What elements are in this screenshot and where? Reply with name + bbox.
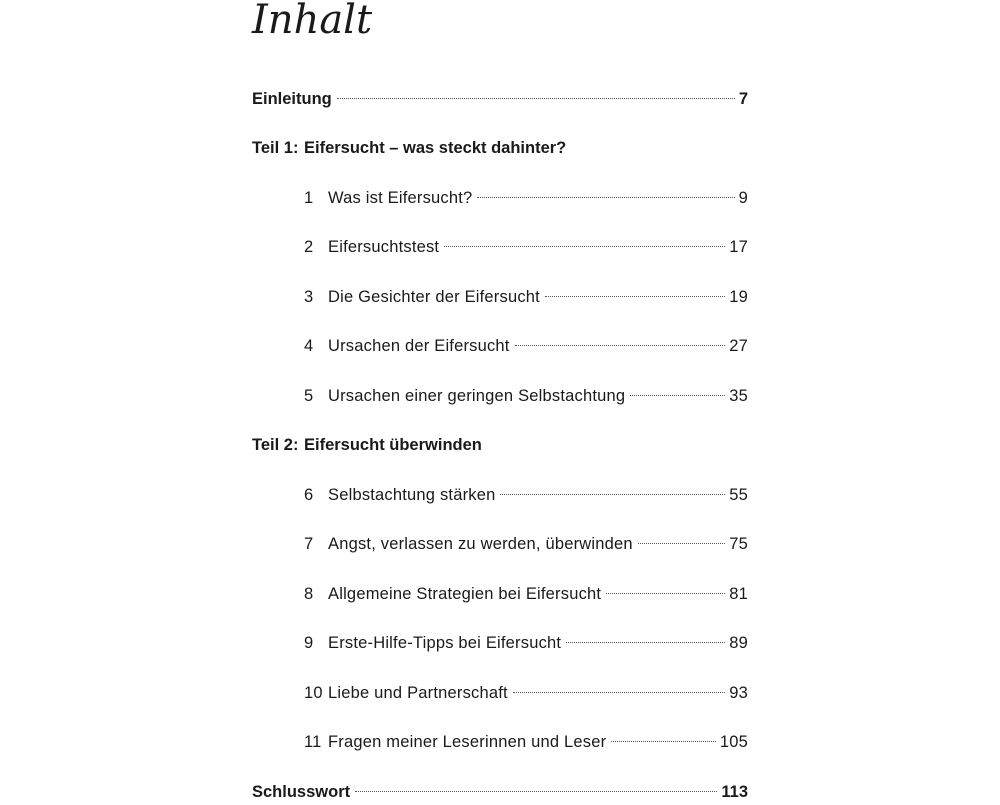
toc-chapter-title: Ursachen der Eifersucht (328, 337, 510, 355)
toc-part-number: Teil 1: (252, 139, 299, 157)
toc-chapter-number: 2 (304, 238, 314, 256)
toc-chapter-title: Allgemeine Strategien bei Eifersucht (328, 585, 602, 603)
dot-leader (545, 296, 725, 297)
toc-entry-label: Schlusswort (252, 783, 351, 801)
dot-leader (638, 543, 725, 544)
toc-chapter-8[interactable] (304, 581, 748, 607)
toc-entry-page: 17 (729, 238, 748, 256)
dot-leader (566, 642, 725, 643)
toc-chapter-title: Fragen meiner Leserinnen und Leser (328, 733, 607, 751)
toc-entry-page: 27 (729, 337, 748, 355)
dot-leader (513, 692, 725, 693)
toc-entry-einleitung[interactable] (252, 86, 748, 112)
toc-chapter-number: 9 (304, 634, 314, 652)
dot-leader (630, 395, 725, 396)
dot-leader (611, 741, 716, 742)
toc-entry-page: 89 (729, 634, 748, 652)
dot-leader (355, 791, 717, 792)
page-title: Inhalt (252, 0, 373, 43)
toc-entry-page: 35 (729, 387, 748, 405)
toc-entry-page: 55 (729, 486, 748, 504)
toc-chapter-title: Ursachen einer geringen Selbstachtung (328, 387, 626, 405)
toc-chapter-number: 8 (304, 585, 314, 603)
toc-chapter-title: Angst, verlassen zu werden, überwinden (328, 535, 633, 553)
toc-entry-schlusswort[interactable] (252, 779, 748, 805)
toc-chapter-6[interactable] (304, 482, 748, 508)
toc-entry-page: 81 (729, 585, 748, 603)
toc-chapter-title: Erste-Hilfe-Tipps bei Eifersucht (328, 634, 562, 652)
toc-entry-page: 75 (729, 535, 748, 553)
toc-chapter-title: Eifersuchtstest (328, 238, 440, 256)
toc-entry-label: Einleitung (252, 90, 332, 108)
toc-part-2[interactable] (252, 432, 748, 458)
toc-entry-page: 93 (729, 684, 748, 702)
dot-leader (515, 345, 726, 346)
toc-chapter-9[interactable] (304, 630, 748, 656)
toc-chapter-1[interactable] (304, 185, 748, 211)
toc-chapter-number: 4 (304, 337, 314, 355)
toc-chapter-number: 6 (304, 486, 314, 504)
dot-leader (500, 494, 725, 495)
toc-part-title: Eifersucht überwinden (304, 436, 482, 454)
toc-chapter-7[interactable] (304, 531, 748, 557)
dot-leader (477, 197, 734, 198)
toc-chapter-number: 1 (304, 189, 314, 207)
toc-chapter-11[interactable] (304, 729, 748, 755)
toc-entry-page: 19 (729, 288, 748, 306)
toc-chapter-5[interactable] (304, 383, 748, 409)
toc-part-title: Eifersucht – was steckt dahinter? (304, 139, 567, 157)
dot-leader (606, 593, 725, 594)
toc-chapter-title: Was ist Eifersucht? (328, 189, 473, 207)
dot-leader (444, 246, 725, 247)
toc-part-1[interactable] (252, 135, 748, 161)
toc-chapter-number: 11 (304, 733, 322, 751)
toc-entry-page: 113 (721, 783, 748, 801)
toc-chapter-4[interactable] (304, 333, 748, 359)
toc-entry-page: 9 (738, 189, 748, 207)
dot-leader (337, 98, 735, 99)
toc-chapter-number: 10 (304, 684, 323, 702)
toc-chapter-3[interactable] (304, 284, 748, 310)
toc-chapter-number: 3 (304, 288, 314, 306)
toc-part-number: Teil 2: (252, 436, 299, 454)
toc-chapter-2[interactable] (304, 234, 748, 260)
table-of-contents (252, 0, 748, 800)
toc-chapter-number: 7 (304, 535, 314, 553)
toc-entry-page: 7 (738, 90, 748, 108)
toc-chapter-title: Die Gesichter der Eifersucht (328, 288, 540, 306)
toc-chapter-title: Liebe und Partnerschaft (328, 684, 508, 702)
toc-entry-page: 105 (719, 733, 748, 751)
toc-chapter-10[interactable] (304, 680, 748, 706)
toc-chapter-title: Selbstachtung stärken (328, 486, 496, 504)
toc-chapter-number: 5 (304, 387, 314, 405)
